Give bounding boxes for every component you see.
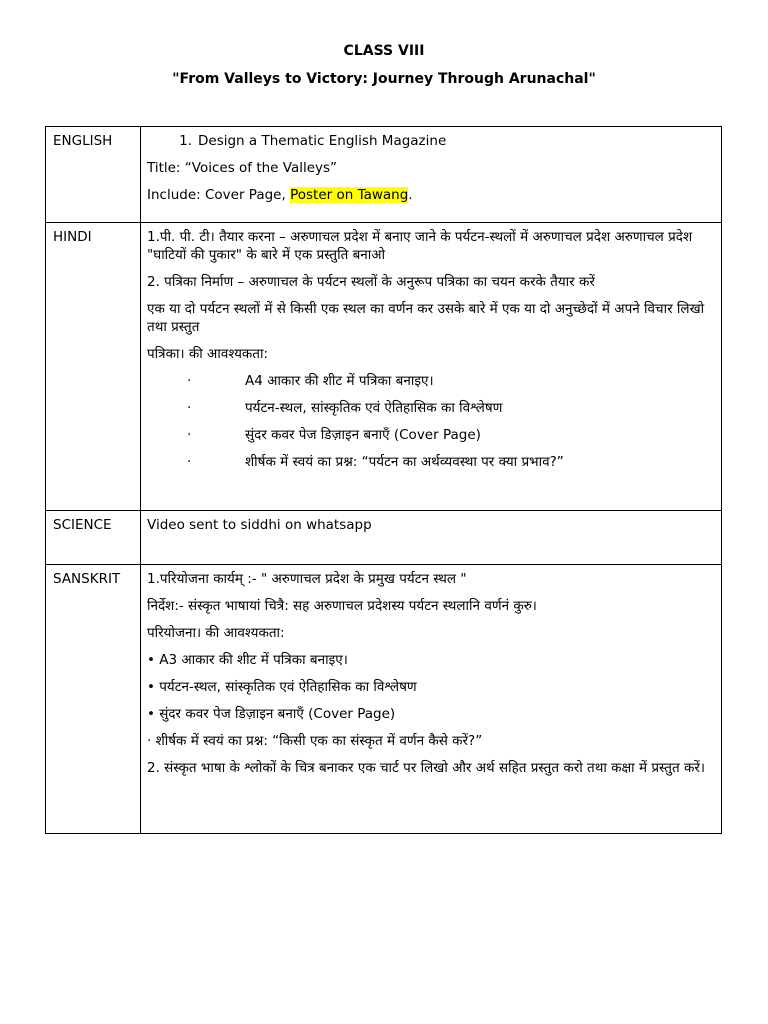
english-content xyxy=(141,127,722,223)
english-title-line: Title: “Voices of the Valleys” xyxy=(147,160,338,176)
list-item: • पर्यटन-स्थल, सांस्कृतिक एवं ऐतिहासिक का विश्लेषण xyxy=(147,679,417,695)
table-row-science xyxy=(46,511,722,565)
list-item xyxy=(147,453,713,471)
subject-hindi: HINDI xyxy=(46,223,141,511)
list-item xyxy=(147,426,713,444)
list-item: • सुंदर कवर पेज डिज़ाइन बनाएँ (Cover Page) xyxy=(147,706,396,722)
sanskrit-task-2: 2. संस्कृत भाषा के श्लोकों के चित्र बनाकर एक चार्ट पर लिखो और अर्थ सहित प्रस्तुत करो तथा कक्षा में प्रस्तुत करें। xyxy=(147,760,705,776)
list-number: 1. xyxy=(179,133,192,149)
list-item xyxy=(147,399,713,417)
science-content xyxy=(141,511,722,565)
bullet-icon: · xyxy=(187,427,192,443)
hindi-task-1: 1.पी. पी. टी। तैयार करना – अरुणाचल प्रदेश में बनाए जाने के पर्यटन-स्थलों में अरुणाचल प्रदेश अरुणाचल प्रदेश "घाटियों की पुकार" के बारे में एक प्रस्तुति बनाओ xyxy=(147,229,693,263)
highlighted-text: Poster on Tawang xyxy=(290,187,409,203)
bullet-icon: · xyxy=(187,400,192,416)
sanskrit-requirements-heading: परियोजना। की आवश्यकता: xyxy=(147,625,285,641)
include-suffix: . xyxy=(408,187,413,203)
hindi-instruction: एक या दो पर्यटन स्थलों में से किसी एक स्थल का वर्णन कर उसके बारे में एक या दो अनुच्छेदों में अपने विचार लिखो तथा प्रस्तुत xyxy=(147,301,705,335)
include-prefix: Include: Cover Page, xyxy=(147,187,291,203)
science-text: Video sent to siddhi on whatsapp xyxy=(147,517,372,533)
sanskrit-instruction: निर्देश:- संस्कृत भाषायां चित्रै: सह अरुणाचल प्रदेशस्य पर्यटन स्थलानि वर्णनं कुरु। xyxy=(147,598,537,614)
table-row-hindi xyxy=(46,223,722,511)
theme-heading: "From Valleys to Victory: Journey Through Arunachal" xyxy=(172,71,596,87)
list-item xyxy=(147,372,713,390)
bullet-text: A4 आकार की शीट में पत्रिका बनाइए। xyxy=(245,373,434,389)
bullet-text: पर्यटन-स्थल, सांस्कृतिक एवं ऐतिहासिक का विश्लेषण xyxy=(245,400,503,416)
english-item-1 xyxy=(147,132,713,150)
hindi-task-2: 2. पत्रिका निर्माण – अरुणाचल के पर्यटन स्थलों के अनुरूप पत्रिका का चयन करके तैयार करें xyxy=(147,274,595,290)
class-heading: CLASS VIII xyxy=(343,43,425,59)
subject-sanskrit: SANSKRIT xyxy=(46,565,141,834)
table-row-sanskrit xyxy=(46,565,722,834)
bullet-icon: · xyxy=(187,373,192,389)
hindi-requirements-heading: पत्रिका। की आवश्यकता: xyxy=(147,346,269,362)
subject-science: SCIENCE xyxy=(46,511,141,565)
english-include-line xyxy=(147,186,713,204)
list-item: · शीर्षक में स्वयं का प्रश्न: “किसी एक का संस्कृत में वर्णन कैसे करें?” xyxy=(147,733,483,749)
hindi-content xyxy=(141,223,722,511)
bullet-text: सुंदर कवर पेज डिज़ाइन बनाएँ (Cover Page) xyxy=(245,427,481,443)
activities-table xyxy=(45,126,722,834)
bullet-icon: · xyxy=(187,454,192,470)
subject-english: ENGLISH xyxy=(46,127,141,223)
sanskrit-task-1: 1.परियोजना कार्यम् :- " अरुणाचल प्रदेश के प्रमुख पर्यटन स्थल " xyxy=(147,571,467,587)
bullet-text: शीर्षक में स्वयं का प्रश्न: “पर्यटन का अर्थव्यवस्था पर क्या प्रभाव?” xyxy=(245,454,564,470)
table-row-english xyxy=(46,127,722,223)
list-item: • A3 आकार की शीट में पत्रिका बनाइए। xyxy=(147,652,348,668)
sanskrit-content xyxy=(141,565,722,834)
english-item-text: Design a Thematic English Magazine xyxy=(198,133,447,149)
